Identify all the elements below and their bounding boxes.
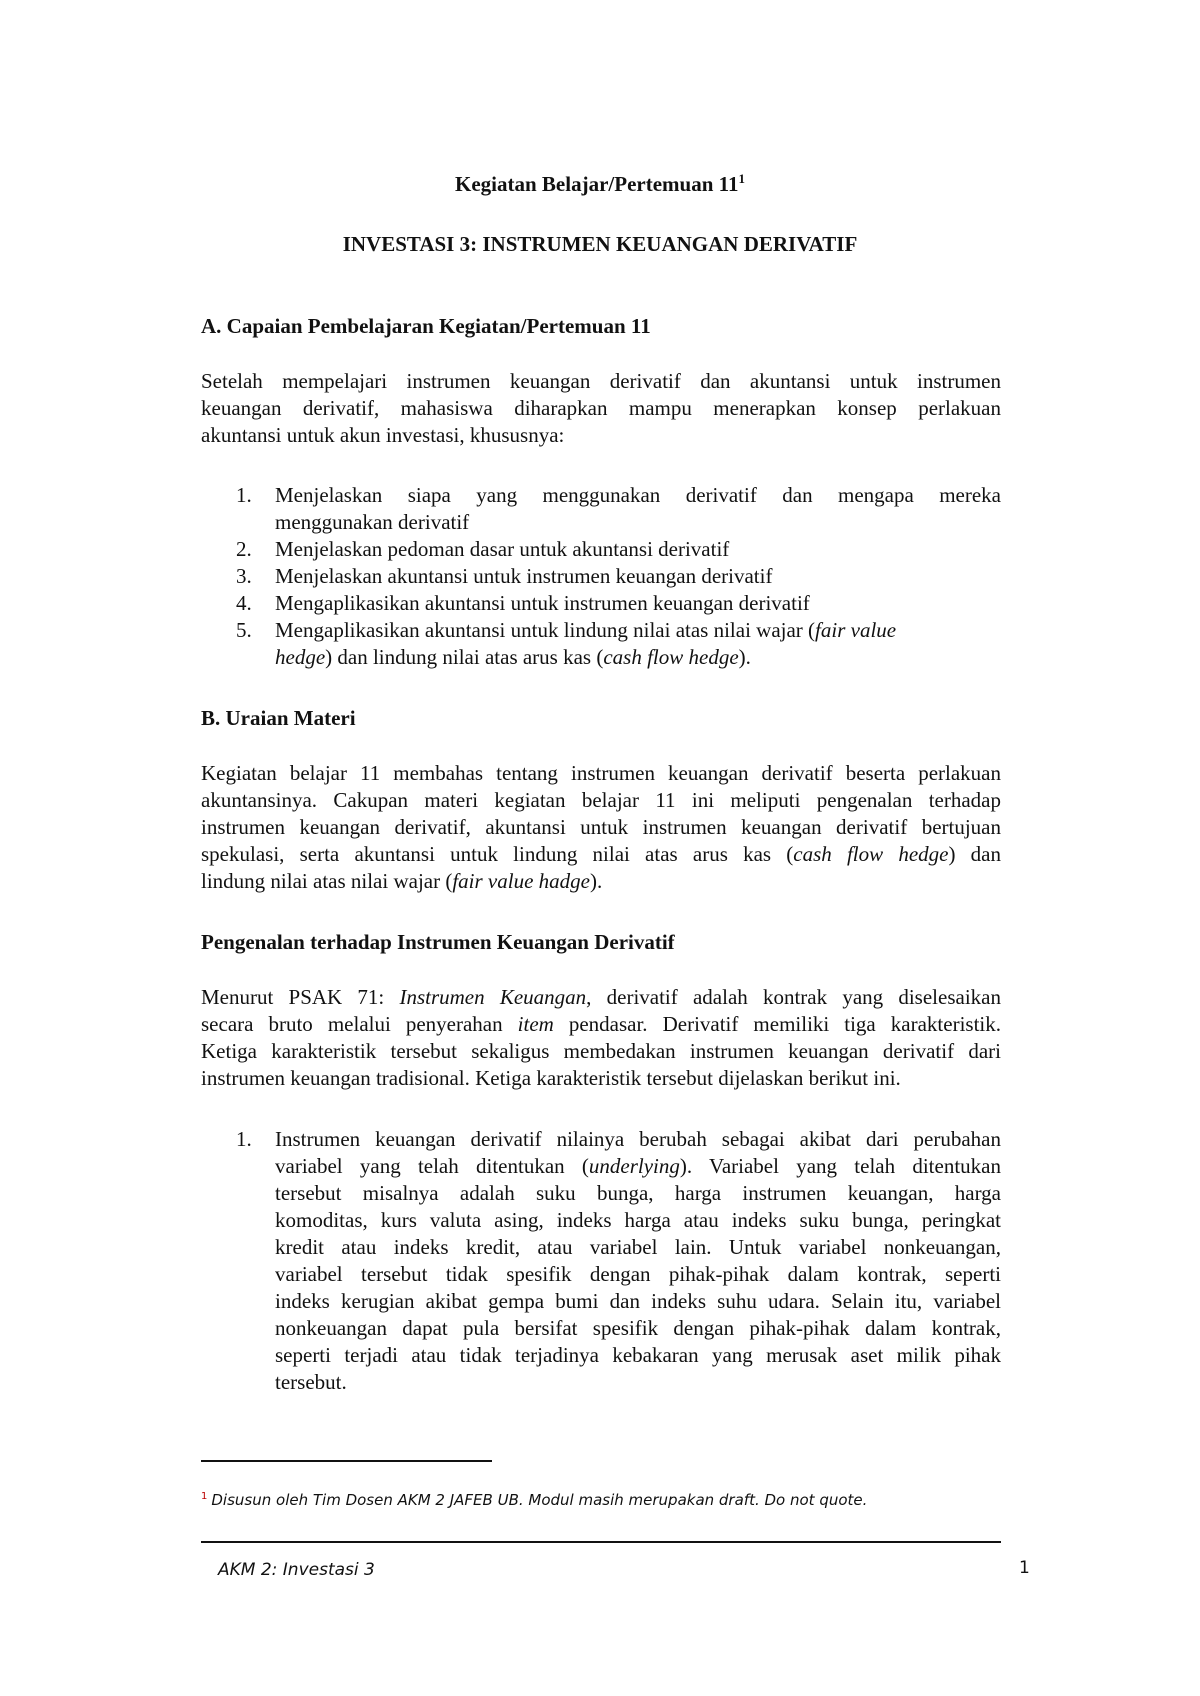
intro-para-line: Ketiga karakteristik tersebut sekaligus membedakan instrumen keuangan derivatif dari xyxy=(201,1039,1001,1063)
section-b-para-line: akuntansinya. Cakupan materi kegiatan belajar 11 ini meliputi pengenalan terhadap xyxy=(201,788,1001,812)
list-item: Menjelaskan akuntansi untuk instrumen keuangan derivatif xyxy=(275,564,773,588)
list-item: Menjelaskan pedoman dasar untuk akuntansi derivatif xyxy=(275,537,730,561)
char-line: nonkeuangan dapat pula bersifat spesifik dengan pihak-pihak dalam kontrak, xyxy=(275,1316,1001,1340)
intro-para-line: instrumen keuangan tradisional. Ketiga karakteristik tersebut dijelaskan berikut ini. xyxy=(201,1066,901,1090)
list-number: 1. xyxy=(236,483,252,507)
char-line: seperti terjadi atau tidak terjadinya kebakaran yang merusak aset milik pihak xyxy=(275,1343,1001,1367)
char-line: indeks kerugian akibat gempa bumi dan indeks suhu udara. Selain itu, variabel xyxy=(275,1289,1001,1313)
char-line: variabel yang telah ditentukan (underlying). Variabel yang telah ditentukan xyxy=(275,1154,1001,1178)
list-item-cont: hedge) dan lindung nilai atas arus kas (cash flow hedge). xyxy=(275,645,751,669)
section-b-para-line: lindung nilai atas nilai wajar (fair value hadge). xyxy=(201,869,603,893)
chapter-title: INVESTASI 3: INSTRUMEN KEUANGAN DERIVATIF xyxy=(342,232,858,256)
list-item: Mengaplikasikan akuntansi untuk lindung nilai atas nilai wajar (fair value xyxy=(275,618,897,642)
section-a-heading: A. Capaian Pembelajaran Kegiatan/Pertemuan 11 xyxy=(201,314,651,338)
intro-para-line: secara bruto melalui penyerahan item pendasar. Derivatif memiliki tiga karakteristik. xyxy=(201,1012,1001,1036)
list-number: 5. xyxy=(236,618,252,642)
list-number: 1. xyxy=(236,1127,252,1151)
page-number: 1 xyxy=(1019,1558,1030,1578)
char-line: tersebut misalnya adalah suku bunga, harga instrumen keuangan, harga xyxy=(275,1181,1001,1205)
list-item-cont: menggunakan derivatif xyxy=(275,510,470,534)
list-number: 2. xyxy=(236,537,252,561)
footnote-separator xyxy=(201,1460,492,1462)
section-b-heading: B. Uraian Materi xyxy=(201,706,356,730)
subsection-heading: Pengenalan terhadap Instrumen Keuangan Derivatif xyxy=(201,930,675,954)
footer-rule xyxy=(201,1541,1001,1543)
list-item: Mengaplikasikan akuntansi untuk instrumen keuangan derivatif xyxy=(275,591,810,615)
section-a-para-line: akuntansi untuk akun investasi, khususnya: xyxy=(201,423,565,447)
list-number: 4. xyxy=(236,591,252,615)
list-number: 3. xyxy=(236,564,252,588)
char-line: Instrumen keuangan derivatif nilainya berubah sebagai akibat dari perubahan xyxy=(275,1127,1001,1151)
footnote: $^1$ Disusun oleh Tim Dosen AKM 2 JAFEB UB. Modul masih merupakan draft. Do not quote. xyxy=(201,1491,868,1509)
section-b-para-line: spekulasi, serta akuntansi untuk lindung nilai atas arus kas (cash flow hedge) dan xyxy=(201,842,1001,866)
section-b-para-line: Kegiatan belajar 11 membahas tentang instrumen keuangan derivatif beserta perlakuan xyxy=(201,761,1001,785)
footer-title: AKM 2: Investasi 3 xyxy=(218,1560,375,1580)
section-a-para-line: Setelah mempelajari instrumen keuangan derivatif dan akuntansi untuk instrumen xyxy=(201,369,1001,393)
footnote-ref: 1 xyxy=(738,171,745,186)
char-line: komoditas, kurs valuta asing, indeks harga atau indeks suku bunga, peringkat xyxy=(275,1208,1001,1232)
intro-para-line: Menurut PSAK 71: Instrumen Keuangan, derivatif adalah kontrak yang diselesaikan xyxy=(201,985,1001,1009)
char-line: variabel tersebut tidak spesifik dengan pihak-pihak dalam kontrak, seperti xyxy=(275,1262,1001,1286)
list-item: Menjelaskan siapa yang menggunakan derivatif dan mengapa mereka xyxy=(275,483,1001,507)
char-line: tersebut. xyxy=(275,1370,347,1394)
char-line: kredit atau indeks kredit, atau variabel lain. Untuk variabel nonkeuangan, xyxy=(275,1235,1001,1259)
lesson-title: Kegiatan Belajar/Pertemuan $11^1$ xyxy=(455,171,745,196)
section-a-para-line: keuangan derivatif, mahasiswa diharapkan mampu menerapkan konsep perlakuan xyxy=(201,396,1001,420)
section-b-para-line: instrumen keuangan derivatif, akuntansi untuk instrumen keuangan derivatif bertujuan xyxy=(201,815,1001,839)
